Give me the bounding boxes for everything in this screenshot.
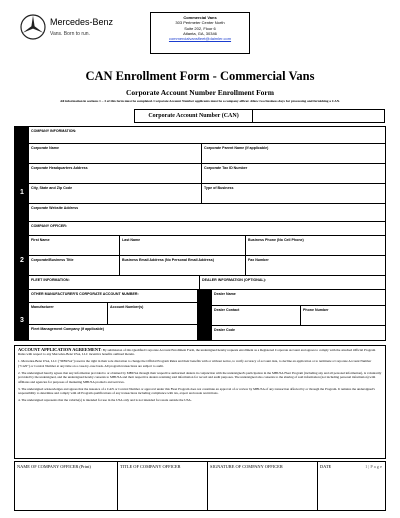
agreement-text: : By submission of this Qualified Corporate Account Enrollment Form, the undersigned hereby requests enrollment as a Registered Corporate Account and agrees to comply with the attached Official Program Rules with respect to any Mercedes-Benz USA, LLC incentive benefits outlined therein. — [18, 348, 376, 357]
address-line: Atlanta, GA, 30346 — [183, 30, 217, 36]
can-field[interactable] — [134, 109, 385, 123]
date-field[interactable]: DATE — [317, 462, 385, 510]
business-email-field[interactable]: Business Email Address (No Personal Email Address) — [119, 256, 245, 275]
form-row — [211, 325, 385, 341]
brand-tagline: Vans. Born to run. — [50, 31, 90, 37]
company-info-label: COMPANY INFORMATION: — [31, 129, 77, 133]
form-row — [29, 255, 385, 275]
agreement-paragraph: 4. The undersigned represents that the vehicle(s) is intended for use in the USA only and is not intended for resale outside the USA. — [18, 398, 192, 403]
other-can-label: OTHER MANUFACTURER'S CORPORATE ACCOUNT NUMBER: — [31, 292, 139, 296]
brand-logo — [20, 14, 140, 48]
form-row — [29, 302, 199, 324]
company-officer-header — [29, 221, 385, 235]
address-box — [150, 12, 250, 54]
form-row — [29, 324, 199, 341]
section-bar — [15, 127, 29, 340]
form-row — [211, 289, 385, 305]
page-subtitle: Corporate Account Number Enrollment Form — [125, 88, 275, 97]
business-title-field[interactable]: Corporate/Business Title — [31, 258, 74, 262]
section-bar — [197, 289, 211, 341]
dealer-info-label: DEALER INFORMATION (OPTIONAL): — [199, 276, 385, 289]
page-number: 1 | P a g e — [365, 464, 382, 469]
form-row — [29, 163, 385, 183]
address-line: Commercial Vans — [183, 15, 217, 20]
form-row — [29, 203, 385, 221]
first-name-field[interactable]: First Name — [31, 238, 50, 242]
address-line: Suite 202, Floor 6 — [184, 25, 216, 31]
agreement-paragraph: 3. The undersigned acknowledges and agrees that the issuance of a CAN or Control Number or approval under this Fleet Program does not constitute an approval of or review by MBUSA of any transaction affected by or through the Program. It remains the undersigned's responsibility to determine and comply with all Program qualifications of any transactions including compliance with tax, export and resale restrictions. — [18, 386, 375, 396]
page-title: CAN Enrollment Form - Commercial Vans — [85, 69, 315, 83]
fleet-dealer-header — [29, 275, 385, 289]
fax-field[interactable]: Fax Number — [245, 256, 385, 275]
address-line: 303 Perimeter Center North — [175, 20, 225, 26]
city-state-zip-field[interactable]: City, State and Zip Code — [31, 186, 73, 190]
fleet-mgmt-field[interactable]: Fleet Management Company (if applicable) — [31, 327, 104, 331]
phone-number-field[interactable]: Phone Number — [300, 306, 385, 325]
hq-address-field[interactable]: Corporate Headquarters Address — [31, 166, 88, 170]
agreement-paragraph — [18, 348, 382, 357]
account-agreement — [14, 345, 386, 459]
other-can-header — [29, 289, 199, 302]
mercedes-star-icon — [20, 14, 46, 40]
instructions-note: All information in sections 1 – 3 of this form must be completed. Corporate Account Number applicants must be a company officer. Allow two business days for processing and furnishing a CAN. — [60, 99, 340, 103]
dealer-name-field[interactable]: Dealer Name — [214, 292, 236, 296]
brand-name: Mercedes-Benz — [50, 17, 114, 27]
account-numbers-field[interactable]: Account Number(s) — [107, 303, 199, 324]
email-link[interactable]: commercialvansfleet@daimler.com — [168, 36, 232, 42]
business-type-field[interactable]: Type of Business — [201, 184, 385, 203]
website-field[interactable]: Corporate Website Address — [31, 206, 79, 210]
dealer-contact-field[interactable]: Dealer Contact — [214, 308, 240, 312]
officer-signature-field[interactable]: SIGNATURE OF COMPANY OFFICER — [207, 462, 317, 510]
can-label: Corporate Account Number (CAN) — [135, 110, 253, 122]
company-info-header — [29, 127, 385, 143]
form-row — [211, 305, 385, 325]
agreement-paragraph: 1. Mercedes-Benz USA, LLC ("MBUSA") reserve the right in their sole discretion to change the Official Program Rules and their benefits with or without notice, to verify accuracy of account data, to decline an application or to terminate a Corporate Account Number ("CAN") or Control Number at any time on a case-by-case basis. All program transactions are subject to audit. — [18, 359, 372, 368]
enrollment-form — [14, 126, 386, 341]
agreement-paragraph: 2. The undersigned hereby agrees that any information provided to or obtained by MBUSA through their respective authorized dealers in conjunction with the undersigned's participation in the MBUSA Fleet Program (including any and all personal information), is voluntarily provided by the undersigned, and the undersigned hereby consents to MBUSA and their respective dealers retaining said information for record and audit purposes. The undersigned also consents to the sharing of said information (not including personal information) with affiliates and agencies for purposes of marketing MBUSA products and services. — [18, 370, 382, 384]
agreement-lead: ACCOUNT APPLICATION AGREEMENT — [18, 347, 102, 352]
corporate-name-field[interactable]: Corporate Name — [31, 146, 59, 150]
dealer-code-field[interactable]: Dealer Code — [214, 328, 235, 332]
form-row — [29, 235, 385, 255]
section-number-3: 3 — [20, 317, 24, 324]
section-number-1: 1 — [20, 189, 24, 196]
officer-name-field[interactable]: NAME OF COMPANY OFFICER (Print) — [17, 464, 91, 469]
company-officer-label: COMPANY OFFICER: — [31, 224, 68, 228]
tax-id-field[interactable]: Corporate Tax ID Number — [201, 164, 385, 183]
manufacturer-field[interactable]: Manufacturer — [31, 305, 54, 309]
section-number-2: 2 — [20, 257, 24, 264]
business-phone-field[interactable]: Business Phone (No Cell Phone) — [245, 236, 385, 255]
fleet-info-label: FLEET INFORMATION: — [31, 278, 70, 282]
form-row — [29, 183, 385, 203]
officer-title-field[interactable]: TITLE OF COMPANY OFFICER — [117, 462, 207, 510]
parent-name-field[interactable]: Corporate Parent Name (If applicable) — [201, 144, 385, 163]
last-name-field[interactable]: Last Name — [119, 236, 245, 255]
form-row — [29, 143, 385, 163]
signature-block — [14, 461, 386, 511]
